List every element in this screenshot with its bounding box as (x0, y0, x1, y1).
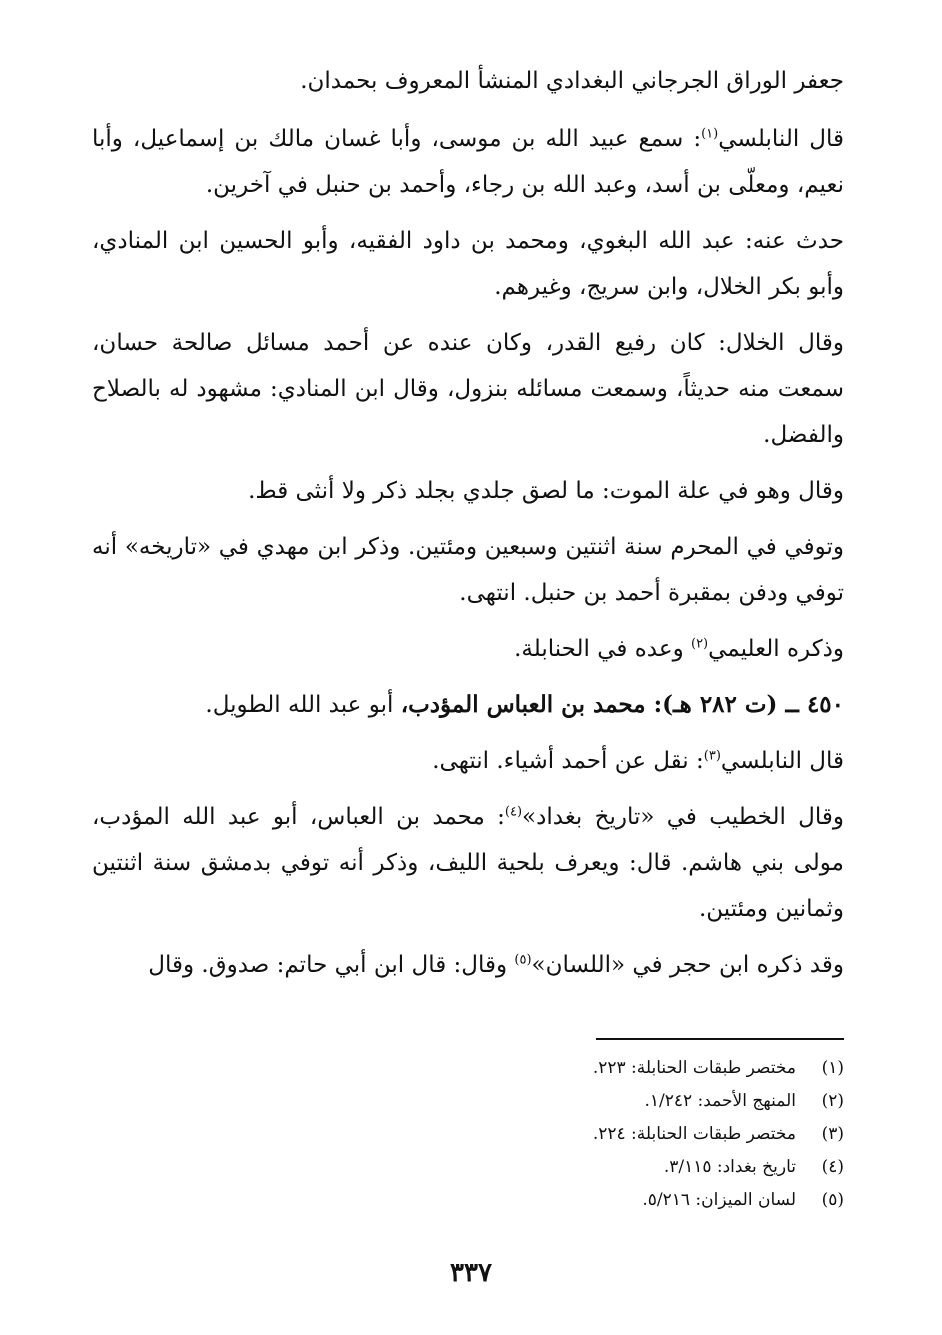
paragraph-text: وقال وهو في علة الموت: ما لصق جلدي بجلد ذكر ولا أنثى قط. (248, 478, 844, 504)
paragraph-text: جعفر الوراق الجرجاني البغدادي المنشأ المعروف بحمدان. (300, 68, 844, 94)
paragraph-text: وقال: قال ابن أبي حاتم: صدوق. وقال (148, 952, 515, 978)
entry-subtitle: أبو عبد الله الطويل. (205, 692, 401, 718)
paragraph-text: : نقل عن أحمد أشياء. انتهى. (432, 748, 704, 774)
footnote-number: (١) (821, 1058, 844, 1078)
footnote-text: مختصر طبقات الحنابلة: ٢٢٤. (592, 1124, 796, 1144)
footnote-item (92, 1085, 844, 1118)
footnote-item (92, 1118, 844, 1151)
footnote-ref: (٥) (514, 952, 532, 968)
paragraph-text: قال النابلسي (718, 126, 844, 152)
footnote-number: (٣) (821, 1124, 844, 1144)
paragraph (92, 524, 844, 616)
paragraph (92, 794, 844, 932)
page-body (92, 58, 844, 998)
page-number: ٣٣٧ (450, 1258, 492, 1288)
paragraph (92, 218, 844, 310)
paragraph-text: وقال الخلال: كان رفيع القدر، وكان عنده عن أحمد مسائل صالحة حسان، سمعت منه حديثاً، وسمعت مسائله بنزول، وقال ابن المنادي: مشهود له بالصلاح والفضل. (92, 330, 844, 448)
footnote-number: (٤) (821, 1157, 844, 1177)
footnote-text: المنهج الأحمد: ١/٢٤٢. (644, 1091, 796, 1111)
paragraph-text: وعده في الحنابلة. (514, 636, 691, 662)
paragraph-text: وقال الخطيب في «تاريخ بغداد» (522, 804, 844, 830)
footnote-item (92, 1151, 844, 1184)
paragraph-text: وتوفي في المحرم سنة اثنتين وسبعين ومئتين. وذكر ابن مهدي في «تاريخه» أنه توفي ودفن بمقبرة أحمد بن حنبل. انتهى. (92, 534, 844, 606)
footnote-ref: (٣) (703, 748, 721, 764)
paragraph-text: وذكره العليمي (708, 636, 844, 662)
paragraph (92, 468, 844, 514)
paragraph-text: : محمد بن العباس، أبو عبد الله المؤدب، مولى بني هاشم. قال: ويعرف بلحية الليف، وذكر أنه توفي بدمشق سنة اثنتين وثمانين ومئتين. (92, 804, 844, 922)
footnote-number: (٥) (821, 1190, 844, 1210)
paragraph (92, 116, 844, 208)
entry-title: ٤٥٠ ــ (ت ٢٨٢ هـ): محمد بن العباس المؤدب، (400, 691, 844, 718)
paragraph-text: حدث عنه: عبد الله البغوي، ومحمد بن داود الفقيه، وأبو الحسين ابن المنادي، وأبو بكر الخلال، وابن سريج، وغيرهم. (92, 228, 844, 300)
paragraph (92, 626, 844, 672)
footnote-ref: (٢) (690, 636, 709, 652)
footnotes-list (92, 1052, 844, 1217)
paragraph (92, 738, 844, 784)
footnote-text: تاريخ بغداد: ٣/١١٥. (663, 1157, 796, 1177)
paragraph (92, 58, 844, 104)
footnote-item (92, 1184, 844, 1217)
footnote-divider (596, 1038, 844, 1040)
entry-heading (92, 682, 844, 728)
paragraph-text: قال النابلسي (720, 748, 844, 774)
paragraph-text: وقد ذكره ابن حجر في «اللسان» (531, 952, 844, 978)
paragraph-text: : سمع عبيد الله بن موسى، وأبا غسان مالك بن إسماعيل، وأبا نعيم، ومعلّى بن أسد، وعبد الله بن رجاء، وأحمد بن حنبل في آخرين. (92, 126, 844, 198)
paragraph (92, 942, 844, 988)
paragraph (92, 320, 844, 458)
footnote-ref: (١) (701, 126, 719, 142)
footnote-number: (٢) (821, 1091, 844, 1111)
footnote-text: لسان الميزان: ٥/٢١٦. (642, 1190, 796, 1210)
footnote-ref: (٤) (504, 804, 523, 820)
footnote-item (92, 1052, 844, 1085)
footnote-text: مختصر طبقات الحنابلة: ٢٢٣. (592, 1058, 796, 1078)
